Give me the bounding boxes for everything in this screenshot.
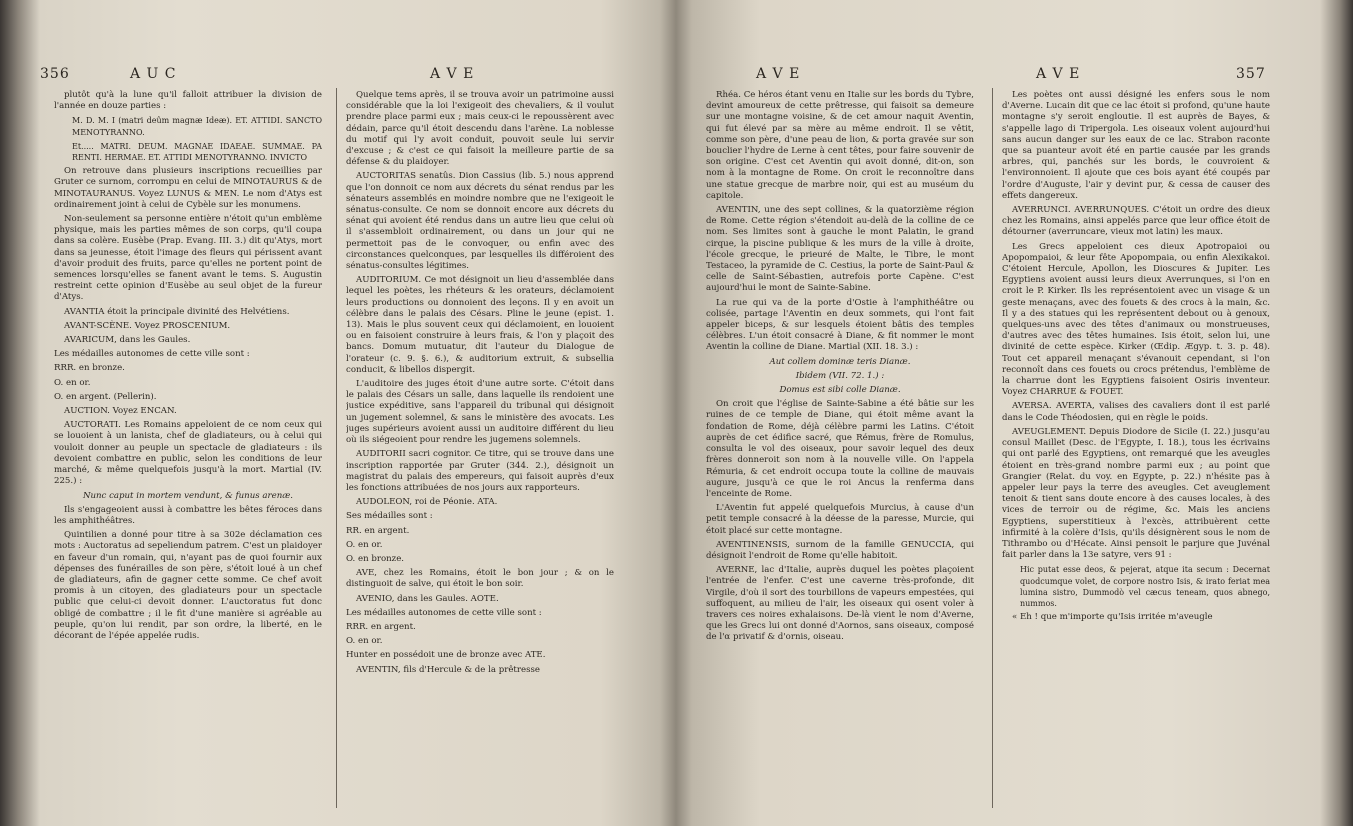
column-rule <box>992 88 993 808</box>
paragraph: Les médailles autonomes de cette ville sont : <box>54 349 250 360</box>
paragraph: AVENTINENSIS, surnom de la famille GENUCCIA, qui désignoit l'endroit de Rome qu'elle habitoit. <box>706 539 974 561</box>
paragraph: O. en or. <box>346 636 383 647</box>
paragraph: Hic putat esse deos, & pejerat, atque ita secum : Decernat quodcumque volet, de corpore nostro Isis, & irato feriat mea lumina sistro, Dummodò vel cæcus teneam, quos abnego, nummos. <box>1020 565 1270 608</box>
paragraph: RRR. en argent. <box>346 621 416 632</box>
page-number: 356 <box>40 66 70 82</box>
left-column-2 <box>346 90 614 810</box>
left-page <box>0 0 676 826</box>
paragraph: AVENTIN, une des sept collines, & la quatorzième région de Rome. Cette région s'étendoit au-delà de la colline de ce nom. Ses limites sont à gauche le mont Palatin, le grand cirque, la piscine publique & les murs de la ville à droite, l'école grecque, le prieuré de Malte, le Tibre, le mont Testaceo, la pyramide de C. Cestius, la porte de Saint-Paul & celle de Saint-Sébastien, autrefois porte Capène. C'est aujourd'hui le mont de Sainte-Sabine. <box>706 205 974 294</box>
page-number: 357 <box>1236 66 1266 82</box>
paragraph: L'Aventin fut appelé quelquefois Murcius, à cause d'un petit temple consacré à la déesse de la paresse, Murcie, qui étoit placé sur cette montagne. <box>706 503 974 536</box>
paragraph: Non-seulement sa personne entière n'étoit qu'un emblème physique, mais les parties mêmes de son corps, qu'il coupa dans sa colère. Eusèbe (Prap. Evang. III. 3.) dit qu'Atys, mort dans sa jeunesse, étoit l'image des fleurs qui périssent avant d'avoir produit des fruits, parce qu'elles ne portent point de semences lorsqu'elles se fanent avant le tems. S. Augustin restreint cette opinion d'Eusèbe au seul objet de la fureur d'Atys. <box>54 214 322 303</box>
paragraph: O. en argent. (Pellerin). <box>54 391 157 402</box>
paragraph: O. en or. <box>54 377 91 388</box>
paragraph: AVENIO, dans les Gaules. AOTE. <box>356 593 499 604</box>
paragraph: L'auditoire des juges étoit d'une autre sorte. C'étoit dans le palais des Césars un salle, dans laquelle ils rendoient une justice expéditive, sans l'appareil du tribunal qui désignoit un jugement solemnel, & sans le ministère des avocats. Les juges supérieurs avoient aussi un auditoire différent du lieu où ils siégeoient pour rendre les jugemens solemnels. <box>346 379 614 446</box>
running-head-left: A U C <box>130 66 177 82</box>
left-column-1 <box>54 90 322 810</box>
paragraph: Quintilien a donné pour titre à sa 302e déclamation ces mots : Auctoratus ad sepeliendum patrem. C'est un plaidoyer en faveur d'un romain, qui, n'ayant pas de quoi fournir aux dépenses des funérailles de son père, s'étoit loué à un chef de gladiateurs, afin de gagner cette somme. Ce chef avoit promis à un citoyen, des gladiateurs pour un spectacle public que celui-ci devoit donner. L'auctoratus fut donc obligé de combattre ; il le fit d'une manière si agréable au peuple, qu'on lui rendit, par son ordre, la liberté, en le décorant de l'épée appelée rudis. <box>54 530 322 641</box>
paragraph: O. en or. <box>346 539 383 550</box>
paragraph: Rhéa. Ce héros étant venu en Italie sur les bords du Tybre, devint amoureux de cette prêtresse, qui faisoit sa demeure sur une montagne voisine, & de cet amour naquit Aventin, qui fut élevé par sa mère au même endroit. Il se vêtit, comme son père, d'une peau de lion, & porta gravée sur son bouclier l'hydre de Lerne à cent têtes, pour faire souvenir de son origine. C'est cet Aventin qui avoit donné, dit-on, son nom à la montagne de Rome. On croit le reconnoître dans une statue grecque de marbre noir, qui est au muséum du capitole. <box>706 90 974 201</box>
paragraph: O. en bronze. <box>346 553 405 564</box>
paragraph: RR. en argent. <box>346 525 410 536</box>
running-head-right: A V E <box>1036 66 1081 82</box>
paragraph: Ibidem (VII. 72. 1.) : <box>795 370 885 381</box>
right-page <box>676 0 1353 826</box>
paragraph: Ils s'engageoient aussi à combattre les bêtes féroces dans les amphithéâtres. <box>54 504 322 526</box>
paragraph: M. D. M. I (matri deûm magnæ Ideæ). ET. ATTIDI. SANCTO MENOTYRANNO. <box>72 116 322 137</box>
running-head-right: A V E <box>430 66 475 82</box>
paragraph: AVARICUM, dans les Gaules. <box>64 335 191 346</box>
paragraph: AVERSA. AVERTA, valises des cavaliers dont il est parlé dans le Code Théodosien, qui en règle le poids. <box>1002 401 1270 423</box>
paragraph: AUCTORITAS senatûs. Dion Cassius (lib. 5.) nous apprend que l'on donnoit ce nom aux décrets du sénat rendus par les sénateurs assemblés en moindre nombre que ne l'exigeoit le sénatus-consulte. Ce nom se donnoit encore aux décrets du sénat qui avoient été rendus dans un autre lieu que celui où il s'assembloit ordinairement, ou dans un jour qui ne permettoit pas de le convoquer, ou enfin avec des circonstances quelconques, par lesquelles ils différoient des sénatus-consultes légitimes. <box>346 171 614 272</box>
paragraph: AUDOLEON, roi de Péonie. ATA. <box>356 497 498 508</box>
paragraph: AUCTORATI. Les Romains appeloient de ce nom ceux qui se louoient à un lanista, chef de gladiateurs, ou à celui qui vouloit donner au peuple un spectacle de gladiateurs : ils devoient combattre en public, selon les conditions de leur marché, & même quelquefois jusqu'à la mort. Martial (IV. 225.) : <box>54 420 322 487</box>
running-head-left: A V E <box>756 66 801 82</box>
paragraph: AVE, chez les Romains, étoit le bon jour ; & on le distinguoit de salve, qui étoit le bon soir. <box>346 568 614 590</box>
paragraph: RRR. en bronze. <box>54 363 125 374</box>
paragraph: Les poètes ont aussi désigné les enfers sous le nom d'Averne. Lucain dit que ce lac étoit si profond, qu'une haute montagne s'y seroit engloutie. Il est auprès de Bayes, & s'appelle lago di Tripergola. Les oiseaux volent aujourd'hui sans aucun danger sur les eaux de ce lac. Strabon raconte que sa puanteur avoit été en partie causée par les grands arbres, qui, panchés sur les bords, le couvroient & l'environnoient. Il ajoute que ces bois ayant été coupés par l'ordre d'Auguste, l'air y devint pur, & cessa de causer des effets dangereux. <box>1002 90 1270 201</box>
paragraph: AUDITORII sacri cognitor. Ce titre, qui se trouve dans une inscription rapportée par Gruter (344. 2.), désignoit un magistrat du palais des empereurs, qui faisoit auprès d'eux les fonctions attribuées de nos jours aux rapporteurs. <box>346 449 614 493</box>
right-column-1 <box>706 90 974 810</box>
right-column-2 <box>1002 90 1270 810</box>
paragraph: AUDITORIUM. Ce mot désignoit un lieu d'assemblée dans lequel les poètes, les rhéteurs & les orateurs, déclamoient leurs productions ou donnoient des leçons. Il y en avoit un célèbre dans le palais des Césars. Pline le jeune (epist. 1. 13). Mais le plus souvent ceux qui déclamoient, en louoient ou en faisoient construire à leurs frais, & l'on y plaçoit des bancs. Domum mutuatur, dit l'auteur du Dialogue de l'orateur (c. 9. §. 6.), & auditorium extruit, & subsellia conducit, & libellos dispergit. <box>346 275 614 375</box>
paragraph: On croit que l'église de Sainte-Sabine a été bâtie sur les ruines de ce temple de Diane, qui étoit même avant la fondation de Rome, déjà célèbre parmi les Latins. C'étoit auprès de cet édifice sacré, que Rémus, frère de Romulus, consulta le vol des oiseaux, pour savoir lequel des deux frères donneroit son nom à la nouvelle ville. On l'appela Rémuria, & cet endroit occupa toute la colline de mauvais augure, jusqu'à ce que le roi Ancus la renferma dans l'enceinte de Rome. <box>706 399 974 499</box>
column-rule <box>336 88 337 808</box>
paragraph: On retrouve dans plusieurs inscriptions recueillies par Gruter ce surnom, corrompu en celui de MINOTAURUS & de MINOTAURANUS. Voyez LUNUS & MEN. Le nom d'Atys est ordinairement joint à celui de Cybèle sur les monumens. <box>54 166 322 210</box>
paragraph: AVANTIA étoit la principale divinité des Helvétiens. <box>64 306 290 317</box>
paragraph: AUCTION. Voyez ENCAN. <box>64 406 177 417</box>
paragraph: Nunc caput in mortem vendunt, & funus arenæ. <box>82 490 294 501</box>
paragraph: AVEUGLEMENT. Depuis Diodore de Sicile (I. 22.) jusqu'au consul Maillet (Desc. de l'Egypte, I. 18.), tous les écrivains qui ont parlé des Egyptiens, ont remarqué que les aveugles étoient en très-grand nombre parmi eux ; au point que Grangier (Relat. du voy. en Egypte, p. 22.) n'hésite pas à appeler leur pays la terre des aveugles. Cet aveuglement tenoit & tient sans doute encore à des causes locales, à des vices de terroir ou de régime, &c. Mais les anciens Egyptiens, superstitieux à l'excès, attribuèrent cette infirmité à la colère d'Isis, qu'ils désignèrent sous le nom de Tithrambo ou d'Hécate. Ainsi pensoit le parjure que Juvénal fait parler dans la 13e satyre, vers 91 : <box>1002 426 1270 561</box>
paragraph: AVERRUNCI. AVERRUNQUES. C'étoit un ordre des dieux chez les Romains, ainsi appelés parce que leur office étoit de détourner (averruncare, vieux mot latin) les maux. <box>1002 205 1270 238</box>
paragraph: Les Grecs appeloient ces dieux Apotropaioi ou Apopompaioi, & leur fête Apopompaia, ou enfin Alexikakoi. C'étoient Hercule, Apollon, les Dioscures & Jupiter. Les Egyptiens avoient aussi leurs dieux Averrunques, si l'on en croit le P. Kirker. Ils les représentoient avec un visage & un geste menaçans, avec des fouets & des crocs à la main, &c. Il y a des statues qui les représentent debout ou à genoux, quelques-uns avec des têtes d'animaux ou monstrueuses, d'autres avec des têtes humaines. Isis étoit, selon lui, une divinité de cette espèce. Kirker (Œdip. Ægyp. t. 3. p. 48). Tout cet appareil menaçant s'évanouit cependant, si l'on reconnoît dans ces fouets ou crocs prétendus, l'emblème de la charrue dont les Egyptiens faisoient Osiris inventeur. Voyez CHARRUE & FOUET. <box>1002 241 1270 398</box>
paragraph: Quelque tems après, il se trouva avoir un patrimoine aussi considérable que la loi l'exigeoit des chevaliers, & il voulut prendre place parmi eux ; mais ceux-ci le repoussèrent avec dédain, parce qu'il étoit descendu dans l'arène. La noblesse du motif qui l'y avoit conduit, pouvoit seule lui servir d'excuse ; & c'est ce qui faisoit la meilleure partie de sa défense & du plaidoyer. <box>346 90 614 168</box>
paragraph: AVENTIN, fils d'Hercule & de la prêtresse <box>356 664 540 675</box>
paragraph: Ses médailles sont : <box>346 511 433 522</box>
paragraph: AVANT-SCÈNE. Voyez PROSCENIUM. <box>64 320 231 331</box>
paragraph: Domus est sibi colle Dianæ. <box>779 385 901 396</box>
paragraph: La rue qui va de la porte d'Ostie à l'amphithéâtre ou colisée, partage l'Aventin en deux sommets, qui l'ont fait appeler biceps, & sur lesquels étoient bâtis des temples célèbres. L'un étoit consacré à Diane, & fit nommer le mont Aventin la colline de Diane. Martial (XII. 18. 3.) : <box>706 297 974 353</box>
paragraph: plutôt qu'à la lune qu'il falloit attribuer la division de l'année en douze parties : <box>54 90 322 112</box>
paragraph: « Eh ! que m'importe qu'Isis irritée m'aveugle <box>1012 612 1213 623</box>
paragraph: Aut collem dominæ teris Dianæ. <box>769 356 911 367</box>
paragraph: AVERNE, lac d'Italie, auprès duquel les poètes plaçoient l'entrée de l'enfer. C'est une caverne très-profonde, dit Virgile, d'où il sort des tourbillons de vapeurs empestées, qui suffoquent, au milieu de l'air, les oiseaux qui osent voler à travers ces noires exhalaisons. De-là vient le nom d'Averne, que les Grecs lui ont donné d'Aornos, sans oiseaux, composé de l'α privatif & d'ornis, oiseau. <box>706 565 974 643</box>
paragraph: Les médailles autonomes de cette ville sont : <box>346 607 542 618</box>
paragraph: Et..... MATRI. DEUM. MAGNAE IDAEAE. SUMMAE. PA RENTI. HERMAE. ET. ATTIDI MENOTYRANNO. INVICTO <box>72 141 322 163</box>
paragraph: Hunter en possédoit une de bronze avec ATE. <box>346 650 546 661</box>
